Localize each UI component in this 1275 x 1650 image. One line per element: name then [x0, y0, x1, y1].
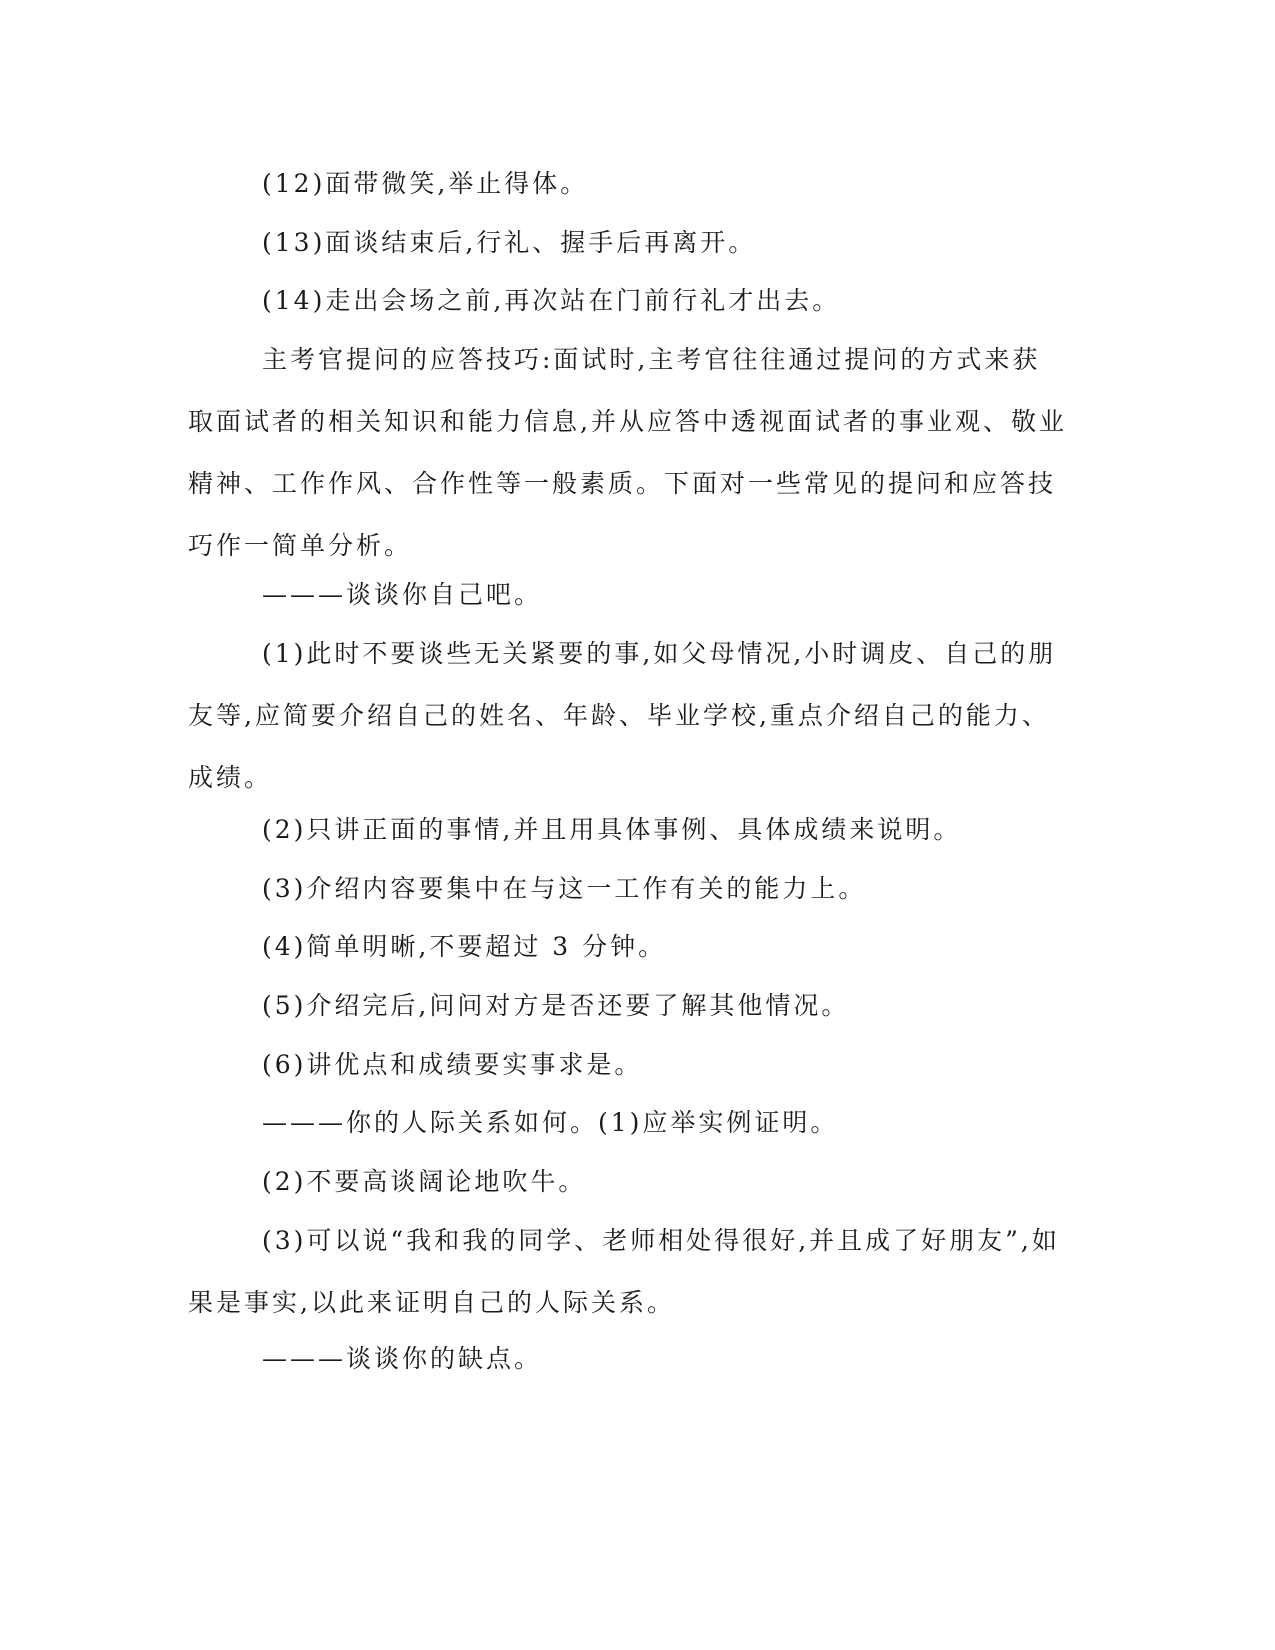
answer-point-1: (1)此时不要谈些无关紧要的事,如父母情况,小时调皮、自己的朋友等,应简要介绍自己的姓名、年龄、毕业学校,重点介绍自己的能力、成绩。 — [188, 639, 1057, 792]
question-talk-about-yourself: ———谈谈你自己吧。 — [262, 580, 543, 609]
question-relationships: ———你的人际关系如何。(1)应举实例证明。 — [262, 1108, 839, 1137]
relationship-point-2: (2)不要高谈阔论地吹牛。 — [262, 1167, 587, 1196]
question-weaknesses: ———谈谈你的缺点。 — [262, 1344, 543, 1373]
answer-point-3: (3)介绍内容要集中在与这一工作有关的能力上。 — [262, 874, 867, 903]
paragraph-interview-skills: 主考官提问的应答技巧:面试时,主考官往往通过提问的方式来获取面试者的相关知识和能力信息,并从应答中透视面试者的事业观、敬业精神、工作作风、合作性等一般素质。下面对一些常见的提问和应答技巧作一简单分析。 — [188, 345, 1067, 560]
answer-point-4: (4)简单明晰,不要超过 3 分钟。 — [262, 932, 667, 961]
paragraph-12: (12)面带微笑,举止得体。 — [262, 169, 589, 198]
paragraph-13: (13)面谈结束后,行礼、握手后再离开。 — [262, 228, 757, 257]
paragraph-14: (14)走出会场之前,再次站在门前行礼才出去。 — [262, 286, 841, 315]
relationship-point-3: (3)可以说“我和我的同学、老师相处得很好,并且成了好朋友”,如果是事实,以此来证明自己的人际关系。 — [188, 1226, 1060, 1317]
answer-point-2: (2)只讲正面的事情,并且用具体事例、具体成绩来说明。 — [262, 815, 962, 844]
answer-point-6: (6)讲优点和成绩要实事求是。 — [262, 1050, 643, 1079]
answer-point-5: (5)介绍完后,问问对方是否还要了解其他情况。 — [262, 991, 850, 1020]
